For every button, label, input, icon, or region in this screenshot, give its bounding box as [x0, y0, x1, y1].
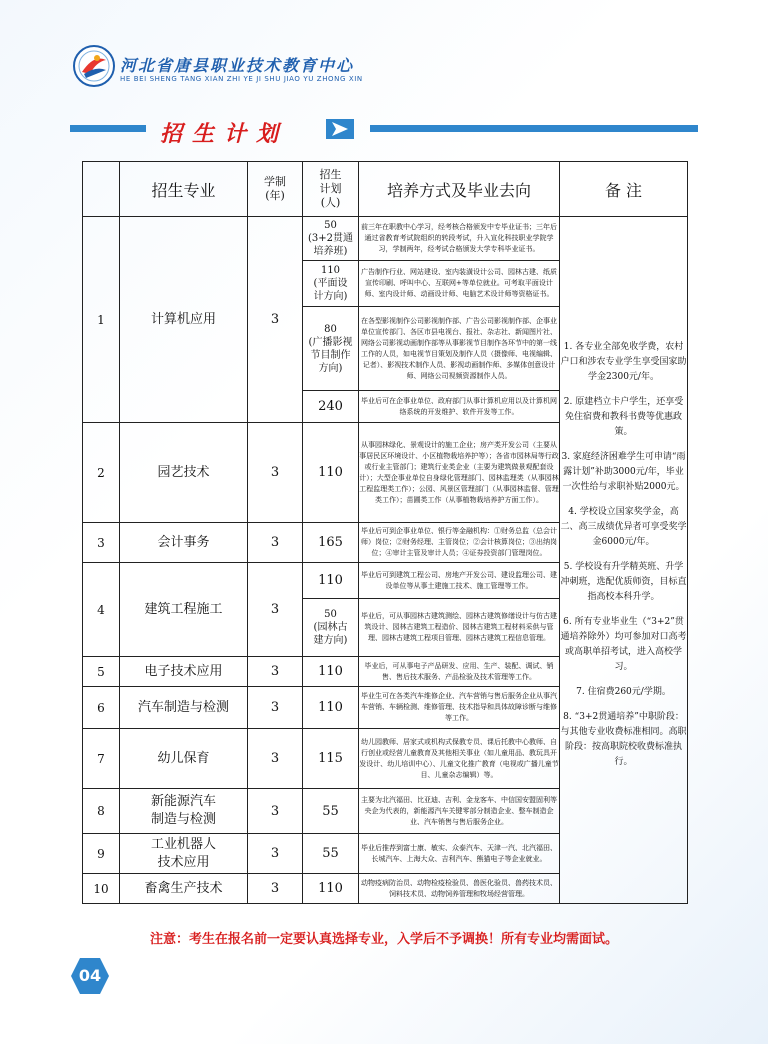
school-name-en: HE BEI SHENG TANG XIAN ZHI YE JI SHU JIAO YU ZHONG XIN — [120, 75, 363, 83]
enrollment-plan: 55 — [303, 789, 359, 834]
header-years: 学制 (年) — [248, 162, 303, 217]
study-years: 3 — [248, 657, 303, 687]
row-number: 7 — [83, 729, 120, 789]
remark-item: 5. 学校设有升学精英班、升学冲刺班，选配优质师资，目标直指高校本科升学。 — [560, 562, 687, 602]
training-description: 广告制作行业、网站建设、室内装潢设计公司、园林古建、纸质宣传印刷、呼叫中心、互联网+等单位就业。可考取平面设计师、室内设计师、动画设计师、电脑艺术设计师等资格证书。 — [359, 261, 560, 307]
remark-item: 3. 家庭经济困难学生可申请“雨露计划”补助3000元/年，毕业一次性给与求职补贴2000元。 — [561, 452, 686, 492]
study-years: 3 — [248, 729, 303, 789]
training-description: 毕业后可到企事业单位、银行等金融机构：①财务总监（总会计师）岗位；②财务经理、主管岗位；②会计核算岗位；③出纳岗位；④审计主管及审计人员；④证券投资部门管理岗位。 — [359, 523, 560, 563]
training-description: 幼儿园教师、居家式或机构式保教专员、课后托教中心教师、自行创业或经营儿童教育及其他相关事业（如儿童用品、教玩具开发设计、幼儿培训中心）、儿童文化推广教育（电视或广播儿童节目、儿童杂志编辑）等。 — [359, 729, 560, 789]
section-title: 招生计划 — [160, 121, 289, 147]
training-description: 毕业后推荐到富士康、敏实、众泰汽车、天津一汽、北汽福田、长城汽车、上海大众、吉利汽车、熊猫电子等企业就业。 — [359, 834, 560, 874]
row-number: 2 — [83, 423, 120, 523]
header-training: 培养方式及毕业去向 — [359, 162, 560, 217]
section-bar-left — [70, 125, 146, 132]
training-description: 毕业生可在各类汽车维修企业、汽车营销与售后服务企业从事汽车营销、车辆检测、维修管理、技术指导和具体故障诊断与维修等工作。 — [359, 687, 560, 729]
study-years: 3 — [248, 563, 303, 657]
remark-item: 1. 各专业全部免收学费，农村户口和涉农专业学生享受国家助学金2300元/年。 — [560, 342, 687, 382]
enrollment-table — [82, 161, 688, 904]
training-description: 毕业后可到建筑工程公司、房地产开发公司、建设监理公司、建设单位等从事土建施工技术、施工管理等工作。 — [359, 563, 560, 599]
major-name: 计算机应用 — [120, 217, 248, 423]
enrollment-plan: 110 (平面设 计方向) — [303, 261, 359, 307]
enrollment-plan: 110 — [303, 657, 359, 687]
study-years: 3 — [248, 687, 303, 729]
major-name: 电子技术应用 — [120, 657, 248, 687]
enrollment-plan: 110 — [303, 874, 359, 904]
major-name: 园艺技术 — [120, 423, 248, 523]
enrollment-plan: 240 — [303, 391, 359, 423]
major-name: 新能源汽车 制造与检测 — [120, 789, 248, 834]
row-number: 3 — [83, 523, 120, 563]
major-name: 会计事务 — [120, 523, 248, 563]
training-description: 在各型影视制作公司影视制作部、广告公司影视制作部、企事业单位宣传部门、各区市县电视台、报社、杂志社、新闻图片社、网络公司影视动画制作部等从事影视节目制作各环节中的第一线工作的人员，如电视节目策划及制作人员（摄像师、电视编辑、记者）、影视技术制作人员、影视动画制作师、多媒体创意设计师、网络公司视频资源制作人员。 — [359, 307, 560, 391]
training-description: 动物疫病防治员、动物检疫检验员、兽医化验员、兽药技术员、饲料技术员、动物饲养管理和牧场经营管理。 — [359, 874, 560, 904]
row-number: 5 — [83, 657, 120, 687]
study-years: 3 — [248, 423, 303, 523]
table-row — [83, 217, 688, 261]
row-number: 4 — [83, 563, 120, 657]
enrollment-plan: 115 — [303, 729, 359, 789]
page-number: 04 — [78, 966, 102, 985]
remark-item: 4. 学校设立国家奖学金，高二、高三成绩优异者可享受奖学金6000元/年。 — [560, 507, 687, 547]
page-header — [72, 44, 472, 94]
major-name: 汽车制造与检测 — [120, 687, 248, 729]
study-years: 3 — [248, 217, 303, 423]
study-years: 3 — [248, 789, 303, 834]
header-major: 招生专业 — [120, 162, 248, 217]
page-number-badge — [70, 957, 110, 995]
remark-item: 7. 住宿费260元/学期。 — [576, 687, 671, 697]
row-number: 8 — [83, 789, 120, 834]
remark-item: 6. 所有专业毕业生（“3+2”贯通培养除外）均可参加对口高考或高职单招考试，进入高校学习。 — [560, 617, 687, 672]
training-description: 毕业后，可从事园林古建筑测绘、园林古建筑修缮设计与仿古建筑设计、园林古建筑工程造价、园林古建筑工程材料采供与管理、园林古建筑工程项目管理、园林古建筑工程信息管理。 — [359, 599, 560, 657]
play-arrow-icon — [326, 119, 354, 139]
row-number: 6 — [83, 687, 120, 729]
study-years: 3 — [248, 523, 303, 563]
header-remarks: 备 注 — [560, 162, 688, 217]
major-name: 畜禽生产技术 — [120, 874, 248, 904]
enrollment-plan: 165 — [303, 523, 359, 563]
row-number: 10 — [83, 874, 120, 904]
enrollment-plan: 110 — [303, 563, 359, 599]
training-description: 主要为北汽福田、比亚迪、吉利、金龙客车、中信国安盟固利等央企为代表的，新能源汽车关键零部分制造企业、整车制造企业、汽车销售与售后服务企业。 — [359, 789, 560, 834]
school-name-cn: 河北省唐县职业技术教育中心 — [120, 56, 355, 75]
training-description: 从事园林绿化、景观设计的施工企业；房产类开发公司（主要从事居民区环境设计、小区植物栽培养护等）；各省市园林局等行政或行业主管部门；建筑行业类企业（主要为建筑做景观配套设计）；大型企事业单位自身绿化管理部门、园林监理类（从事园林工程监理类工作）；公园、风景区管理部门（从事园林监督、管理类工作）；苗圃类工作（从事植物栽培养护方面工作）。 — [359, 423, 560, 523]
training-description: 毕业后，可从事电子产品研发、应用、生产、装配、调试、销售、售后技术服务、产品检验及技术管理等工作。 — [359, 657, 560, 687]
enrollment-plan: 50 (园林古 建方向) — [303, 599, 359, 657]
section-bar-right — [370, 125, 698, 132]
header-num — [83, 162, 120, 217]
header-plan: 招生 计划 (人) — [303, 162, 359, 217]
enrollment-plan: 50 (3+2贯通 培养班) — [303, 217, 359, 261]
enrollment-plan: 110 — [303, 423, 359, 523]
enrollment-plan: 80 (广播影视 节目制作 方向) — [303, 307, 359, 391]
remarks-cell — [560, 217, 688, 904]
major-name: 工业机器人 技术应用 — [120, 834, 248, 874]
major-name: 建筑工程施工 — [120, 563, 248, 657]
major-name: 幼儿保育 — [120, 729, 248, 789]
training-description: 前三年在职教中心学习，经考核合格颁发中专毕业证书；三年后通过省教育考试院组织的转段考试，升入宣化科技职业学院学习，学制两年，经考试合格颁发大学专科毕业证书。 — [359, 217, 560, 261]
enrollment-plan: 55 — [303, 834, 359, 874]
remark-item: 8. “3+2贯通培养”中职阶段：与其他专业收费标准相同。高职阶段：按高职院校收费标准执行。 — [560, 712, 687, 767]
school-logo-icon — [72, 44, 116, 88]
remark-item: 2. 原建档立卡户学生，还享受免住宿费和教科书费等优惠政策。 — [563, 397, 684, 437]
row-number: 1 — [83, 217, 120, 423]
row-number: 9 — [83, 834, 120, 874]
notice-text: 注意：考生在报名前一定要认真选择专业，入学后不予调换！所有专业均需面试。 — [149, 932, 618, 947]
study-years: 3 — [248, 834, 303, 874]
training-description: 毕业后可在企事业单位、政府部门从事计算机应用以及计算机网络系统的开发维护、软件开发等工作。 — [359, 391, 560, 423]
study-years: 3 — [248, 874, 303, 904]
enrollment-plan: 110 — [303, 687, 359, 729]
